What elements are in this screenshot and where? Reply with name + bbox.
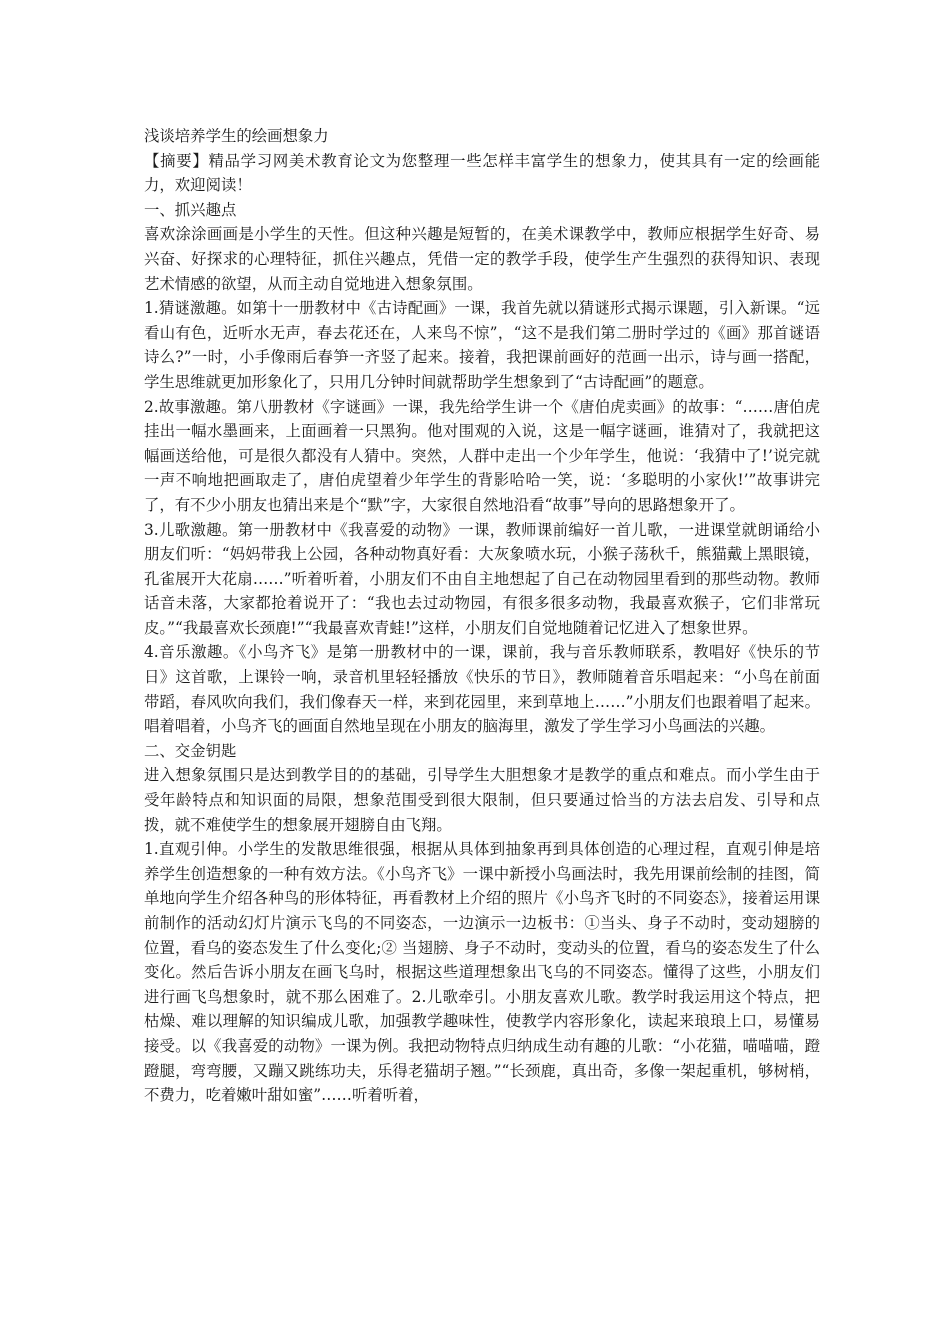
body-paragraph: 2.故事激趣。第八册教材《字谜画》一课，我先给学生讲一个《唐伯虎卖画》的故事：“……唐伯虎挂出一幅水墨画来，上面画着一只黑狗。他对围观的入说，这是一幅字谜画，谁猜对了，我就把这幅画送给他，可是很久都没有人猜中。突然，人群中走出一个少年学生，他说：‘我猜中了!’说完就一声不响地把画取走了，唐伯虎望着少年学生的背影哈哈一笑，说：‘多聪明的小家伙!’”故事讲完了，有不少小朋友也猜出来是个“默”字，大家很自然地沿看“故事”导向的思路想象开了。 [144, 397, 820, 514]
body-paragraph: 4.音乐激趣。《小鸟齐飞》是第一册教材中的一课，课前，我与音乐教师联系，教唱好《快乐的节日》这首歌，上课铃一响，录音机里轻轻播放《快乐的节日》，教师随着音乐唱起来：“小鸟在前面带蹈，春风吹向我们，我们像春天一样，来到花园里，来到草地上……”小朋友们也跟着唱了起来。唱着唱着，小鸟齐飞的画面自然地呈现在小朋友的脑海里，激发了学生学习小鸟画法的兴趣。 [144, 643, 820, 736]
document-page [144, 124, 820, 1108]
body-paragraph: 1.直观引伸。小学生的发散思维很强，根据从具体到抽象再到具体创造的心理过程，直观引伸是培养学生创造想象的一种有效方法。《小鸟齐飞》一课中新授小鸟画法时，我先用课前绘制的挂图，简单地向学生介绍各种鸟的形体特征，再看教材上介绍的照片《小鸟齐飞时的不同姿态》，接着运用课前制作的活动幻灯片演示飞鸟的不同姿态，一边演示一边板书：①当头、身子不动时，变动翅膀的位置，看乌的姿态发生了什么变化;② 当翅膀、身子不动时，变动头的位置，看乌的姿态发生了什么变化。然后告诉小朋友在画飞乌时，根据这些道理想象出飞乌的不同姿态。懂得了这些，小朋友们进行画飞鸟想象时，就不那么困难了。2.儿歌牵引。小朋友喜欢儿歌。教学时我运用这个特点，把枯燥、难以理解的知识编成儿歌，加强教学趣味性，使教学内容形象化，读起来琅琅上口，易懂易接受。以《我喜爱的动物》一课为例。我把动物特点归纳成生动有趣的儿歌：“小花猫，喵喵喵，蹬蹬腿，弯弯腰，又蹦又跳练功夫，乐得老猫胡子翘。”“长颈鹿，真出奇，多像一架起重机，够树梢，不费力，吃着嫩叶甜如蜜”……听着听着， [144, 840, 820, 1105]
document-title: 浅谈培养学生的绘画想象力 [144, 127, 329, 145]
body-paragraph: 喜欢涂涂画画是小学生的天性。但这种兴趣是短暂的，在美术课教学中，教师应根据学生好奇、易兴奋、好探求的心理特征，抓住兴趣点，凭借一定的教学手段，使学生产生强烈的获得知识、表现艺术情感的欲望，从而主动自觉地进入想象氛围。 [144, 225, 820, 293]
abstract-paragraph: 【摘要】精品学习网美术教育论文为您整理一些怎样丰富学生的想象力，使其具有一定的绘画能力，欢迎阅读！ [144, 151, 820, 195]
body-paragraph: 1.猜谜激趣。如第十一册教材中《古诗配画》一课，我首先就以猜谜形式揭示课题，引入新课。“远看山有色，近听水无声，春去花还在，人来鸟不惊”，“这不是我们第二册时学过的《画》那首谜语诗么?”一时，小手像雨后春笋一齐竖了起来。接着，我把课前画好的范画一出示，诗与画一搭配，学生思维就更加形象化了，只用几分钟时间就帮助学生想象到了“古诗配画”的题意。 [144, 299, 820, 391]
body-paragraph: 3.儿歌激趣。第一册教材中《我喜爱的动物》一课，教师课前编好一首儿歌，一进课堂就朗诵给小朋友们听：“妈妈带我上公园，各种动物真好看：大灰象喷水玩，小猴子荡秋千，熊猫戴上黑眼镜，孔雀展开大花扇……”听着听着，小朋友们不由自主地想起了自己在动物园里看到的那些动物。教师话音未落，大家都抢着说开了：“我也去过动物园，有很多很多动物，我最喜欢猴子，它们非常玩皮。”“我最喜欢长颈鹿!”“我最喜欢青蛙!”这样，小朋友们自觉地随着记忆进入了想象世界。 [144, 520, 820, 637]
section-heading-2: 二、交金钥匙 [144, 741, 237, 760]
section-heading-1: 一、抓兴趣点 [144, 200, 237, 219]
body-paragraph: 进入想象氛围只是达到教学目的的基础，引导学生大胆想象才是教学的重点和难点。而小学生由于受年龄特点和知识面的局限，想象范围受到很大限制，但只要通过恰当的方法去启发、引导和点拨，就不难使学生的想象展开翅膀自由飞翔。 [144, 766, 820, 834]
